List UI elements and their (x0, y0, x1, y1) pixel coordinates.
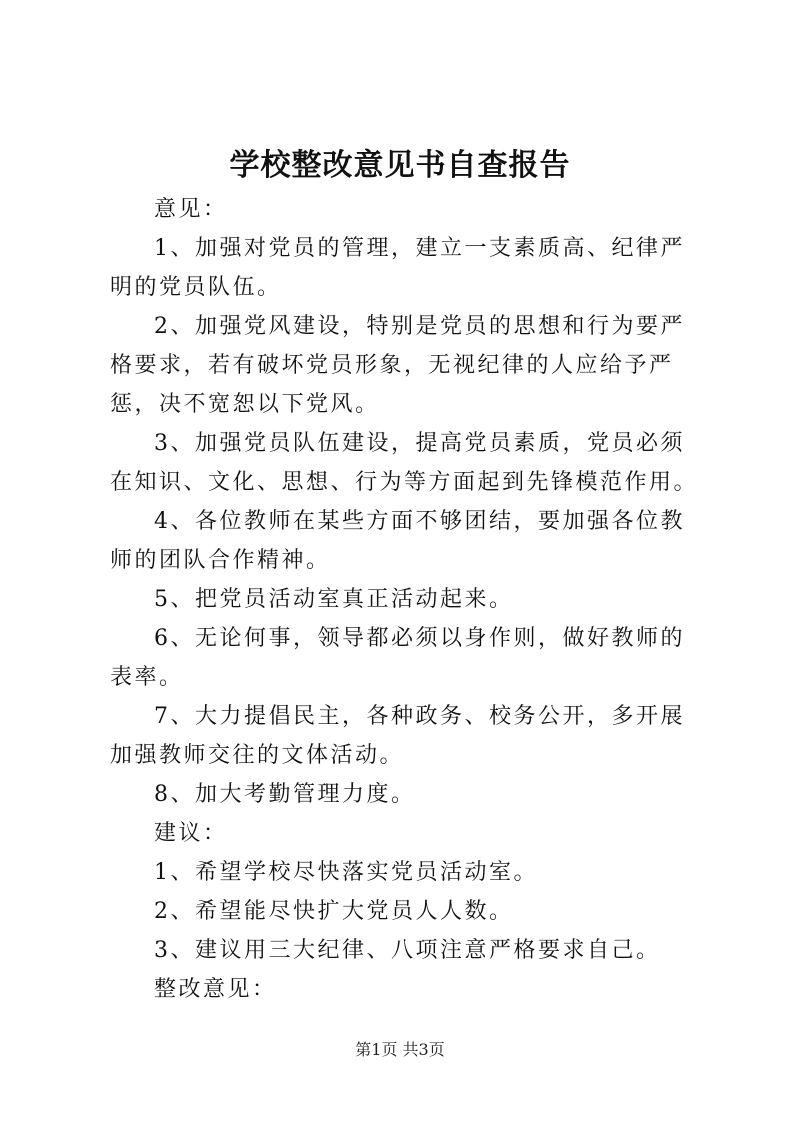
paragraph-opinion-5: 5、把党员活动室真正活动起来。 (154, 587, 514, 612)
paragraph-rectification-heading: 整改意见： (154, 977, 277, 1002)
paragraph-opinion-3: 3、加强党员队伍建设，提高党员素质，党员必须在知识、文化、思想、行为等方面起到先锋模范作用。 (110, 431, 699, 495)
paragraph-opinion-4: 4、各位教师在某些方面不够团结，要加强各位教师的团队合作精神。 (110, 509, 685, 573)
paragraph-opinion-7: 7、大力提倡民主，各种政务、校务公开，多开展加强教师交往的文体活动。 (110, 704, 685, 768)
document-body (110, 190, 705, 1009)
paragraph-suggestions-heading: 建议： (154, 821, 228, 846)
paragraph-opinion-6: 6、无论何事，领导都必须以身作则，做好教师的表率。 (110, 626, 685, 690)
document-title: 学校整改意见书自查报告 (229, 148, 571, 183)
paragraph-opinions-heading: 意见： (154, 197, 228, 222)
paragraph-opinion-8: 8、加大考勤管理力度。 (154, 782, 416, 807)
page-number-footer: 第1页 共3页 (355, 1040, 445, 1059)
paragraph-suggestion-1: 1、希望学校尽快落实党员活动室。 (154, 860, 538, 885)
paragraph-suggestion-2: 2、希望能尽快扩大党员人人数。 (154, 899, 514, 924)
paragraph-suggestion-3: 3、建议用三大纪律、八项注意严格要求自己。 (154, 938, 661, 963)
paragraph-opinion-2: 2、加强党风建设，特别是党员的思想和行为要严格要求，若有破坏党员形象，无视纪律的人应给予严惩，决不宽恕以下党风。 (110, 314, 685, 417)
paragraph-opinion-1: 1、加强对党员的管理，建立一支素质高、纪律严明的党员队伍。 (110, 236, 685, 300)
